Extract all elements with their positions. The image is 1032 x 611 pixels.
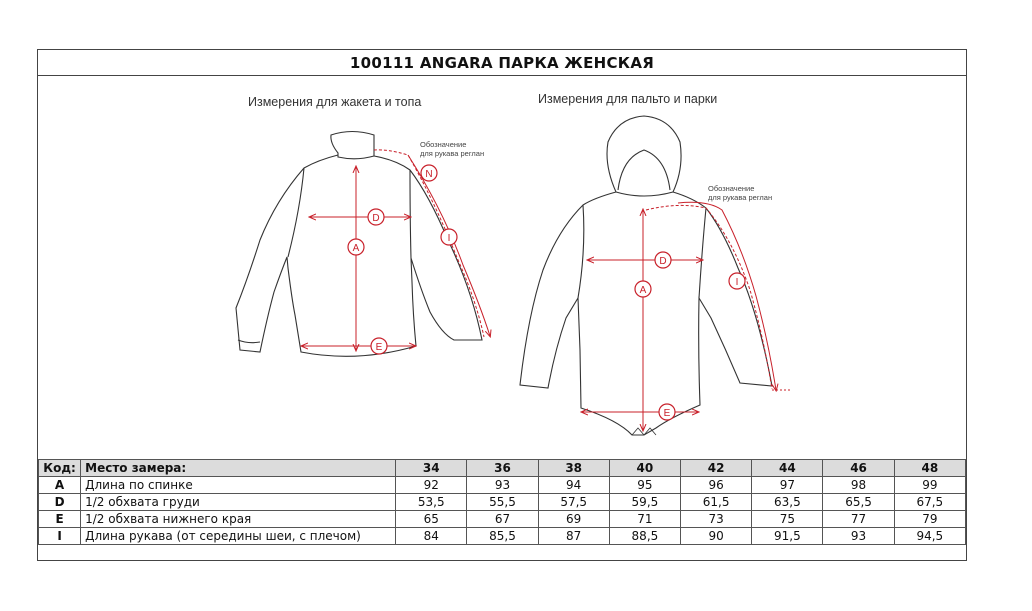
header-place: Место замера: — [81, 460, 396, 477]
row-value: 67,5 — [894, 494, 965, 511]
parka-marker-d-label: D — [659, 256, 667, 267]
row-value: 73 — [681, 511, 752, 528]
parka-raglan-note-line2: для рукава реглан — [708, 193, 773, 202]
row-value: 88,5 — [609, 528, 680, 545]
jacket-raglan-note-line2: для рукава реглан — [420, 149, 485, 158]
header-size: 42 — [681, 460, 752, 477]
parka-measures — [582, 202, 790, 430]
jacket-raglan-note-line1: Обозначение — [420, 140, 467, 149]
row-value: 75 — [752, 511, 823, 528]
jacket-marker-d-label: D — [372, 213, 380, 224]
row-code: A — [39, 477, 81, 494]
page-title: 100111 ANGARA ПАРКА ЖЕНСКАЯ — [38, 50, 966, 76]
row-value: 53,5 — [396, 494, 467, 511]
row-place: Длина рукава (от середины шеи, с плечом) — [81, 528, 396, 545]
row-value: 96 — [681, 477, 752, 494]
row-value: 97 — [752, 477, 823, 494]
jacket-marker-n-label: N — [425, 169, 433, 180]
jacket-measures — [302, 150, 490, 350]
header-size: 34 — [396, 460, 467, 477]
row-value: 57,5 — [538, 494, 609, 511]
header-code: Код: — [39, 460, 81, 477]
row-value: 94 — [538, 477, 609, 494]
row-value: 93 — [467, 477, 538, 494]
header-size: 36 — [467, 460, 538, 477]
row-value: 93 — [823, 528, 894, 545]
row-value: 87 — [538, 528, 609, 545]
row-value: 79 — [894, 511, 965, 528]
parka-sleeve-line — [678, 202, 776, 390]
parka-marker-i-label: I — [735, 277, 739, 288]
row-value: 69 — [538, 511, 609, 528]
jacket-caption: Измерения для жакета и топа — [248, 95, 422, 109]
row-value: 71 — [609, 511, 680, 528]
parka-marker-a-label: A — [639, 285, 647, 296]
row-code: E — [39, 511, 81, 528]
jacket-marker-a-label: A — [352, 243, 360, 254]
row-value: 55,5 — [467, 494, 538, 511]
row-value: 61,5 — [681, 494, 752, 511]
row-value: 84 — [396, 528, 467, 545]
parka-caption: Измерения для пальто и парки — [538, 92, 718, 106]
row-place: 1/2 обхвата нижнего края — [81, 511, 396, 528]
row-value: 65,5 — [823, 494, 894, 511]
jacket-marker-circles — [348, 165, 457, 354]
table-row — [39, 511, 966, 528]
row-value: 63,5 — [752, 494, 823, 511]
size-chart-sheet — [37, 49, 967, 561]
row-value: 85,5 — [467, 528, 538, 545]
row-value: 65 — [396, 511, 467, 528]
jacket-marker-i-label: I — [447, 233, 451, 244]
size-table — [38, 459, 966, 545]
row-value: 77 — [823, 511, 894, 528]
header-size: 40 — [609, 460, 680, 477]
header-size: 38 — [538, 460, 609, 477]
parka-marker-e-label: E — [663, 408, 671, 419]
row-code: I — [39, 528, 81, 545]
row-place: Длина по спинке — [81, 477, 396, 494]
header-size: 48 — [894, 460, 965, 477]
parka-raglan-line — [646, 205, 772, 389]
table-row — [39, 477, 966, 494]
row-value: 94,5 — [894, 528, 965, 545]
row-value: 95 — [609, 477, 680, 494]
row-value: 92 — [396, 477, 467, 494]
parka-marker-circles — [635, 252, 745, 420]
header-size: 44 — [752, 460, 823, 477]
parka-raglan-note-line1: Обозначение — [708, 184, 755, 193]
row-value: 67 — [467, 511, 538, 528]
row-value: 98 — [823, 477, 894, 494]
row-place: 1/2 обхвата груди — [81, 494, 396, 511]
row-value: 91,5 — [752, 528, 823, 545]
row-value: 59,5 — [609, 494, 680, 511]
row-value: 90 — [681, 528, 752, 545]
row-code: D — [39, 494, 81, 511]
table-row — [39, 528, 966, 545]
garment-diagrams — [38, 50, 968, 459]
size-table-header-row — [39, 460, 966, 477]
table-row — [39, 494, 966, 511]
header-size: 46 — [823, 460, 894, 477]
row-value: 99 — [894, 477, 965, 494]
jacket-marker-e-label: E — [375, 342, 383, 353]
